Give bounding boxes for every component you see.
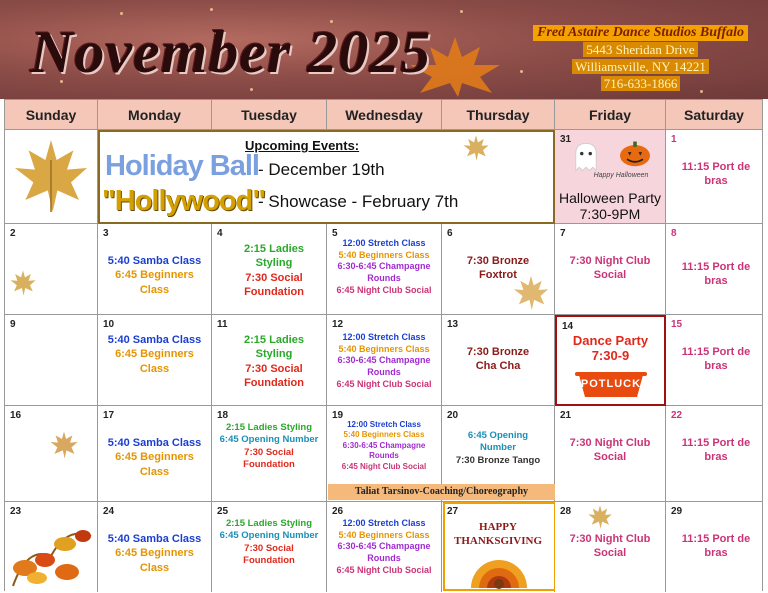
day-header-friday: Friday	[555, 100, 666, 130]
thanksgiving-line2: THANKSGIVING	[453, 535, 543, 547]
event-port-de-bras: 11:15 Port de bras	[681, 437, 751, 464]
upcoming-events-title: Upcoming Events:	[245, 138, 360, 153]
event-beginners-class: 5:40 Beginners Class	[343, 430, 425, 440]
day-cell-25	[212, 502, 327, 592]
day-cell-4	[212, 224, 327, 315]
holiday-ball-theme: "Hollywood"	[102, 185, 266, 217]
day-cell-1	[666, 130, 762, 224]
event-samba-class: 5:40 Samba Class	[107, 437, 202, 449]
day-number: 24	[103, 506, 115, 517]
maple-leaf-icon	[587, 504, 613, 530]
event-opening-number: 6:45 Opening Number	[467, 430, 529, 454]
day-cell-31-halloween	[555, 130, 666, 224]
day-cell-21	[555, 406, 666, 502]
day-number: 26	[332, 506, 344, 517]
day-number: 20	[447, 410, 459, 421]
halloween-title: Halloween Party	[559, 190, 661, 206]
maple-leaf-icon	[462, 134, 490, 162]
event-bronze-cha-cha: 7:30 Bronze Cha Cha	[466, 346, 530, 373]
event-beginners-class: 6:45 Beginners Class	[115, 547, 194, 574]
event-samba-class: 5:40 Samba Class	[107, 533, 202, 545]
autumn-leaves-icon	[7, 516, 95, 588]
event-social-foundation: 7:30 Social Foundation	[244, 271, 304, 298]
coaching-banner: Taliat Tarsinov-Coaching/Choreography	[328, 484, 555, 500]
event-ladies-styling: 2:15 Ladies Styling	[225, 422, 313, 433]
holiday-ball-title: Holiday Ball	[105, 150, 259, 182]
day-number: 29	[671, 506, 683, 517]
event-samba-class: 5:40 Samba Class	[107, 255, 202, 267]
event-ladies-styling: 2:15 Ladies Styling	[244, 243, 304, 270]
upcoming-events-box	[98, 130, 555, 224]
day-cell-12	[327, 315, 442, 406]
day-number: 23	[10, 506, 22, 517]
event-opening-number: 6:45 Opening Number	[219, 530, 319, 542]
day-number: 16	[10, 410, 22, 421]
event-stretch-class: 12:00 Stretch Class	[342, 518, 426, 528]
day-cell-28	[555, 502, 666, 592]
event-social-foundation: 7:30 Social Foundation	[243, 446, 295, 471]
day-cell-2	[5, 224, 98, 315]
day-cell-26	[327, 502, 442, 592]
day-header-saturday: Saturday	[666, 100, 762, 130]
event-night-club-social: 6:45 Night Club Social	[336, 378, 432, 389]
calendar-grid	[4, 99, 763, 591]
day-header-thursday: Thursday	[442, 100, 555, 130]
event-port-de-bras: 11:15 Port de bras	[681, 346, 751, 373]
day-number: 22	[671, 410, 683, 421]
day-number: 31	[560, 134, 572, 145]
day-number: 8	[671, 228, 677, 239]
thanksgiving-line1: HAPPY	[479, 521, 517, 533]
maple-leaf-icon	[9, 269, 37, 297]
day-cell-23	[5, 502, 98, 592]
event-stretch-class: 12:00 Stretch Class	[347, 420, 421, 429]
calendar-header	[0, 0, 768, 99]
event-beginners-class: 6:45 Beginners Class	[115, 348, 194, 375]
day-cell-10	[98, 315, 212, 406]
day-number: 11	[217, 319, 228, 330]
day-number: 14	[562, 321, 574, 332]
day-cell-29	[666, 502, 762, 592]
studio-address-line2: Williamsville, NY 14221	[572, 59, 709, 74]
day-cell-11	[212, 315, 327, 406]
studio-info	[533, 25, 748, 92]
day-number: 1	[671, 134, 677, 145]
day-cell-empty	[5, 130, 98, 224]
maple-leaf-icon	[49, 430, 79, 460]
studio-address-line1: 5443 Sheridan Drive	[583, 42, 697, 57]
day-cell-17	[98, 406, 212, 502]
upcoming-event-item: - Showcase - February 7th	[258, 192, 459, 211]
day-number: 15	[671, 319, 683, 330]
event-social-foundation: 7:30 Social Foundation	[243, 542, 295, 567]
day-cell-14-dance-party	[555, 315, 666, 406]
event-beginners-class: 6:45 Beginners Class	[115, 451, 194, 478]
studio-phone: 716-633-1866	[601, 76, 681, 91]
day-number: 6	[447, 228, 453, 239]
studio-name: Fred Astaire Dance Studios Buffalo	[533, 25, 748, 41]
halloween-badge: Happy Halloween	[593, 172, 649, 179]
day-number: 17	[103, 410, 115, 421]
day-number: 9	[10, 319, 16, 330]
event-ladies-styling: 2:15 Ladies Styling	[225, 518, 313, 529]
day-number: 18	[217, 410, 229, 421]
day-cell-24	[98, 502, 212, 592]
event-opening-number: 6:45 Opening Number	[219, 434, 319, 446]
day-cell-7	[555, 224, 666, 315]
event-champagne-rounds: 6:30-6:45 Champagne Rounds	[337, 355, 431, 378]
halloween-time: 7:30-9PM	[579, 206, 641, 222]
day-number: 5	[332, 228, 338, 239]
page-title: November 2025	[30, 19, 432, 85]
day-header-monday: Monday	[98, 100, 212, 130]
event-night-club-social: 7:30 Night Club Social	[569, 437, 651, 464]
day-number: 12	[332, 319, 344, 330]
day-number: 13	[447, 319, 459, 330]
day-cell-13	[442, 315, 555, 406]
day-number: 4	[217, 228, 223, 239]
event-samba-class: 5:40 Samba Class	[107, 334, 202, 346]
day-cell-6	[442, 224, 555, 315]
dance-party-time: 7:30-9	[591, 348, 630, 363]
ghost-icon	[569, 140, 603, 174]
day-cell-3	[98, 224, 212, 315]
event-beginners-class: 6:45 Beginners Class	[115, 269, 194, 296]
day-cell-8	[666, 224, 762, 315]
event-night-club-social: 6:45 Night Club Social	[341, 461, 427, 471]
day-cell-9	[5, 315, 98, 406]
day-number: 19	[332, 410, 344, 421]
event-champagne-rounds: 6:30-6:45 Champagne Rounds	[337, 541, 431, 564]
event-champagne-rounds: 6:30-6:45 Champagne Rounds	[342, 440, 426, 461]
maple-leaf-icon	[512, 274, 550, 312]
day-number: 2	[10, 228, 16, 239]
day-number: 27	[447, 506, 459, 517]
day-number: 3	[103, 228, 109, 239]
day-number: 10	[103, 319, 115, 330]
day-header-tuesday: Tuesday	[212, 100, 327, 130]
day-number: 7	[560, 228, 566, 239]
day-header-wednesday: Wednesday	[327, 100, 442, 130]
day-cell-16	[5, 406, 98, 502]
event-night-club-social: 6:45 Night Club Social	[336, 564, 432, 575]
event-stretch-class: 12:00 Stretch Class	[342, 238, 426, 248]
event-beginners-class: 5:40 Beginners Class	[338, 529, 430, 540]
event-ladies-styling: 2:15 Ladies Styling	[244, 334, 304, 361]
event-social-foundation: 7:30 Social Foundation	[244, 362, 304, 389]
day-number: 25	[217, 506, 229, 517]
event-night-club-social: 6:45 Night Club Social	[336, 284, 432, 295]
event-port-de-bras: 11:15 Port de bras	[681, 261, 751, 288]
day-number: 21	[560, 410, 572, 421]
upcoming-event-item: - December 19th	[258, 160, 385, 179]
thanksgiving-frame	[443, 502, 556, 591]
event-port-de-bras: 11:15 Port de bras	[681, 161, 751, 188]
dance-party-title: Dance Party	[572, 333, 649, 348]
event-bronze-foxtrot: 7:30 Bronze Foxtrot	[466, 255, 530, 282]
day-cell-15	[666, 315, 762, 406]
event-champagne-rounds: 6:30-6:45 Champagne Rounds	[337, 261, 431, 284]
pumpkin-icon	[617, 138, 653, 168]
event-night-club-social: 7:30 Night Club Social	[569, 255, 651, 282]
day-cell-5	[327, 224, 442, 315]
day-cell-18	[212, 406, 327, 502]
event-bronze-tango: 7:30 Bronze Tango	[455, 454, 541, 466]
potluck-label: POTLUCK	[580, 378, 642, 390]
day-number: 28	[560, 506, 572, 517]
day-header-sunday: Sunday	[5, 100, 98, 130]
maple-leaf-icon	[11, 136, 91, 216]
day-cell-22	[666, 406, 762, 502]
event-beginners-class: 5:40 Beginners Class	[338, 343, 430, 354]
event-port-de-bras: 11:15 Port de bras	[681, 533, 751, 560]
event-night-club-social: 7:30 Night Club Social	[569, 533, 651, 560]
event-beginners-class: 5:40 Beginners Class	[338, 249, 430, 260]
event-stretch-class: 12:00 Stretch Class	[342, 332, 426, 342]
